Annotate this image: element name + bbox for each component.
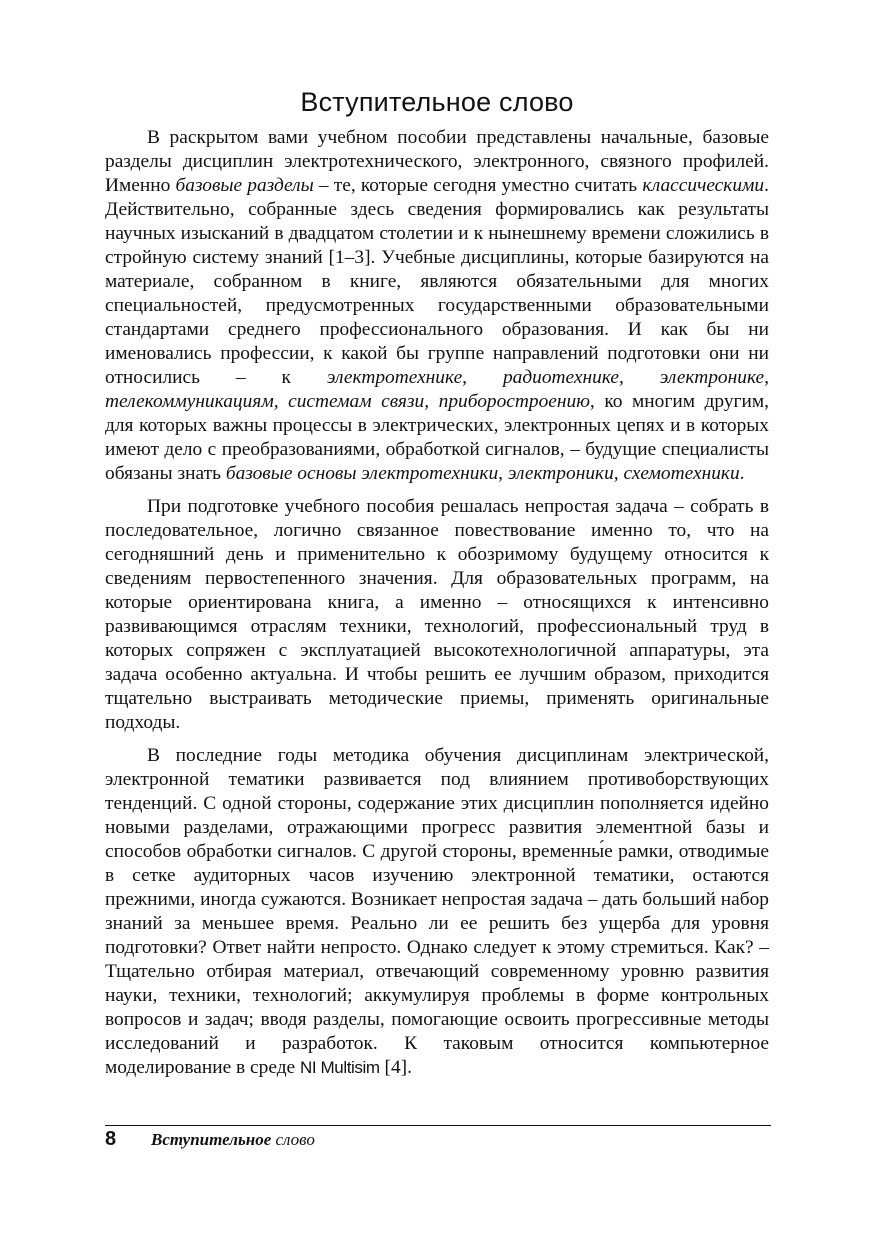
paragraph — [105, 495, 769, 735]
software-name: NI Multisim — [300, 1058, 380, 1077]
text-run: , ко многим другим, для которых важны процессы в электрических, электронных цепях и в которых имеют дело с преобразованиями, обработкой сигналов, – будущие специалисты обязаны знать — [105, 391, 770, 484]
emphasis-text: базовые разделы — [175, 175, 314, 196]
text-run: , — [498, 463, 508, 484]
page-title: Вступительное слово — [300, 87, 574, 117]
emphasis-text: базовые основы электротехники — [225, 463, 499, 484]
text-run: В последние годы методика обучения дисциплинам электрической, электронной тематики развивается под влиянием противоборствующих тенденций. С одной стороны, содержание этих дисциплин пополняется идейно новыми разделами, отражающими прогресс развития элементной базы и способов обработки сигналов. С другой стороны, временны́е рамки, отводимые в сетке аудиторных часов изучению электронной тематики, остаются прежними, иногда сужаются. Возникает непростая задача – дать больший набор знаний за меньшее время. Реально ли ее решить без ущерба для уровня подготовки? Ответ найти непросто. Однако следует к этому стремиться. Как? – Тщательно отбирая материал, отвечающий современному уровню развития науки, техники, технологий; аккумулируя проблемы в форме контрольных вопросов и задач; вводя разделы, помогающие освоить прогрессивные методы исследований и разработок. К таковым относится компьютерное моделирование в среде — [105, 745, 769, 1078]
text-run: . Действительно, собранные здесь сведения формировались как результаты научных изысканий в двадцатом столетии и к нынешнему времени сложились в стройную систему знаний [1–3]. Учебные дисциплины, которые базируются на материале, собранном в книге, являются обязательными для многих специальностей, предусмотренных государственными образовательными стандартами среднего профессионального образования. И как бы ни именовались профессии, к какой бы группе направлений подготовки они ни относились – к — [105, 175, 769, 388]
text-run: – те, которые сегодня уместно считать — [313, 175, 643, 196]
running-footer — [105, 1125, 771, 1155]
emphasis-text: электроники, схемотехники — [507, 463, 740, 484]
paragraph — [105, 126, 769, 486]
text-run: . — [739, 463, 745, 484]
paragraph — [105, 744, 769, 1080]
text-run: При подготовке учебного пособия решалась непростая задача – собрать в последовательное, логично связанное повествование именно то, что на сегодняшний день и применительно к обозримому будущему относится к сведениям первостепенного значения. Для образовательных программ, на которые ориентирована книга, а именно – относящихся к интенсивно развивающимся отраслям техники, технологий, профессиональный труд в которых сопряжен с эксплуатацией высокотехнологичной аппаратуры, эта задача особенно актуальна. И чтобы решить ее лучшим образом, приходится тщательно выстраивать методические приемы, применять оригинальные подходы. — [105, 496, 769, 733]
running-title-bold: Вступительное — [151, 1130, 272, 1149]
page-number: 8 — [105, 1128, 117, 1150]
emphasis-text: электротехнике, радиотехнике, электронике, телекоммуникациям, системам связи, приборостроению — [105, 367, 769, 412]
running-title-rest: слово — [271, 1130, 315, 1149]
page-body — [105, 84, 769, 1080]
emphasis-text: классическими — [642, 175, 765, 196]
text-run: В раскрытом вами учебном пособии представлены начальные, базовые разделы дисциплин электротехнического, электронного, связного профилей. Именно — [105, 127, 769, 196]
running-title — [151, 1130, 315, 1150]
body-text — [105, 126, 769, 1080]
text-run: [4]. — [379, 1057, 412, 1078]
